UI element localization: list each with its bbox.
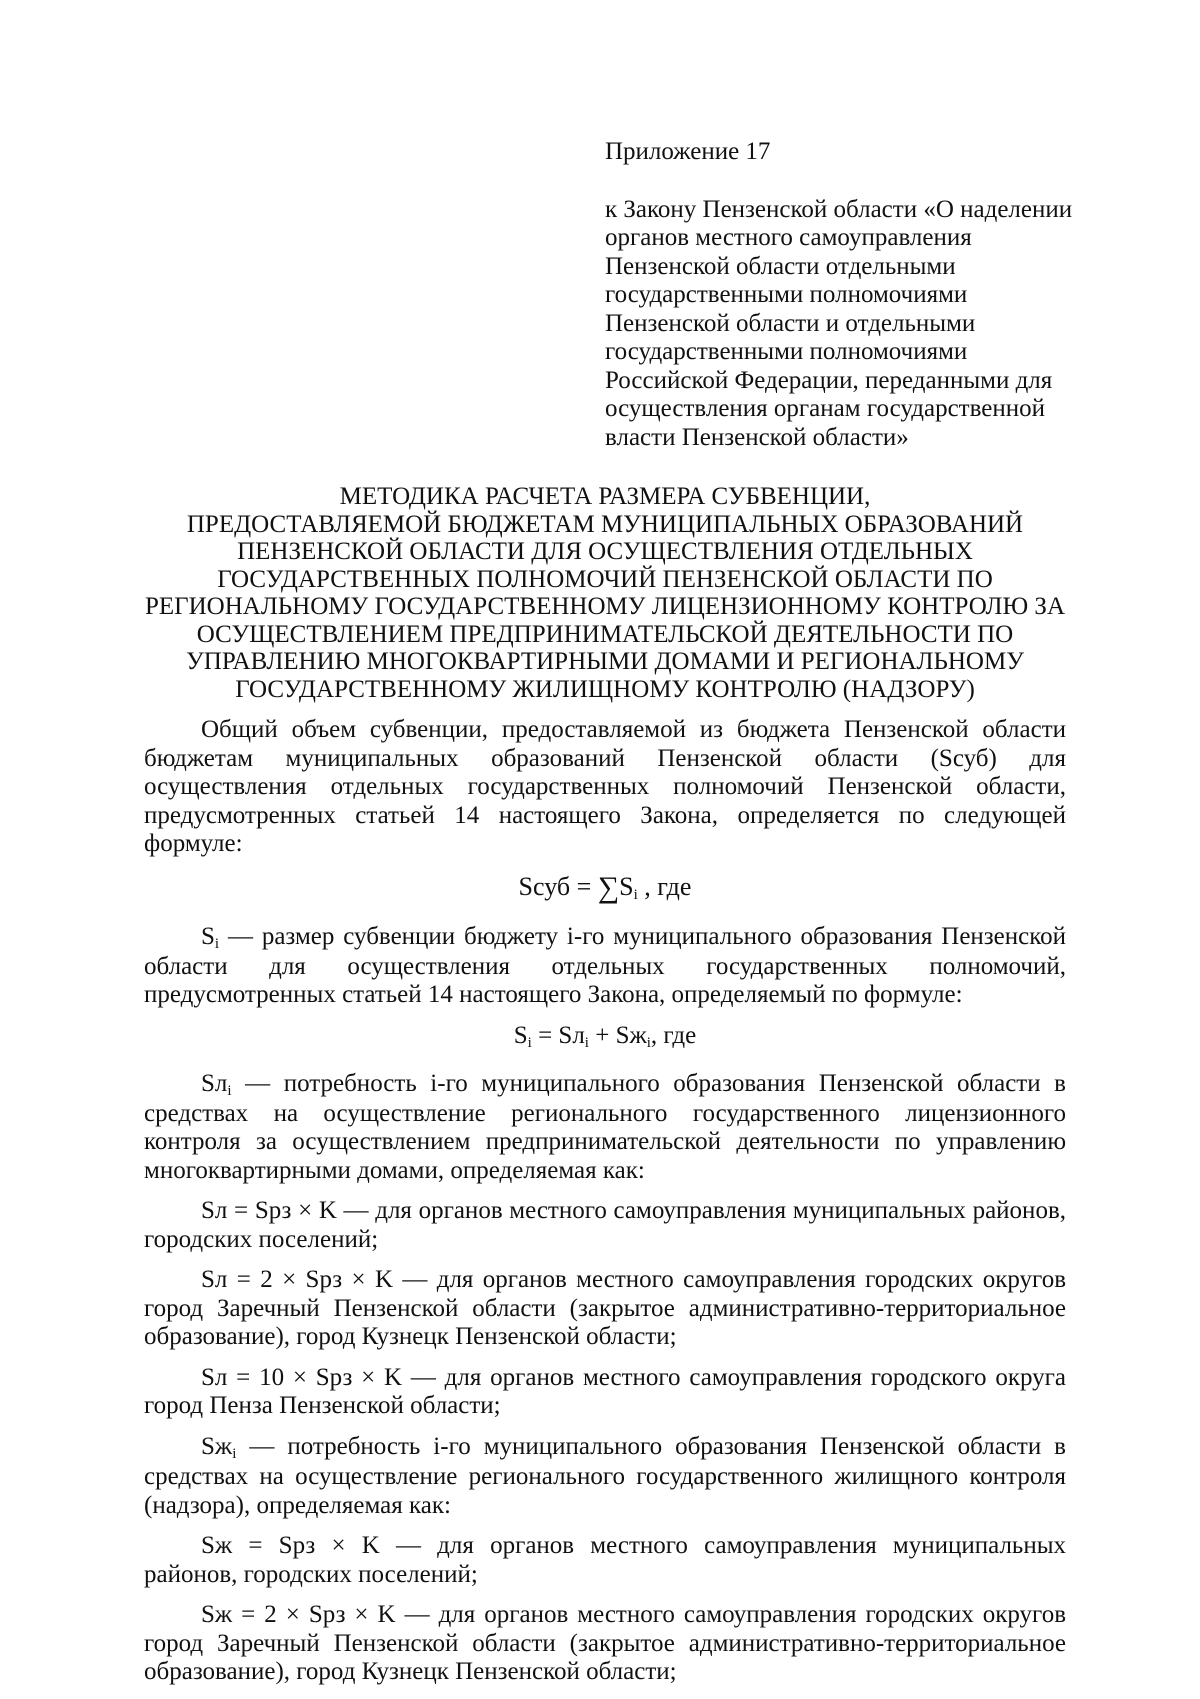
document-body xyxy=(144,138,1073,1699)
title-line: ГОСУДАРСТВЕННОМУ ЖИЛИЩНОМУ КОНТРОЛЮ (НАДЗОРУ) xyxy=(235,675,975,703)
formula-si xyxy=(144,1022,1066,1052)
sz-symbol: Sж xyxy=(201,1432,233,1460)
si-definition xyxy=(144,923,1066,1010)
sl-case-penza: Sл = 10 × Sрз × K — для органов местного самоуправления городского округа город Пенза Пензенской области; xyxy=(144,1363,1066,1420)
formula-subscript: i xyxy=(584,1034,589,1051)
title-line: МЕТОДИКА РАСЧЕТА РАЗМЕРА СУБВЕНЦИИ, xyxy=(339,483,871,510)
sl-subscript: i xyxy=(227,1082,232,1099)
formula-subscript: i xyxy=(646,1034,651,1051)
title-line: ПЕНЗЕНСКОЙ ОБЛАСТИ ДЛЯ ОСУЩЕСТВЛЕНИЯ ОТДЕЛЬНЫХ xyxy=(237,538,973,565)
formula-subscript: i xyxy=(527,1034,532,1051)
title-line: ПРЕДОСТАВЛЯЕМОЙ БЮДЖЕТАМ МУНИЦИПАЛЬНЫХ ОБРАЗОВАНИЙ xyxy=(186,510,1024,538)
title-line: ОСУЩЕСТВЛЕНИЕМ ПРЕДПРИНИМАТЕЛЬСКОЙ ДЕЯТЕЛЬНОСТИ ПО xyxy=(196,620,1014,648)
title-line: УПРАВЛЕНИЮ МНОГОКВАРТИРНЫМИ ДОМАМИ И РЕГИОНАЛЬНОМУ xyxy=(186,648,1024,675)
sz-definition xyxy=(144,1433,1066,1520)
formula-total-subvention xyxy=(144,871,1066,905)
sum-symbol: ∑ xyxy=(597,870,620,904)
sz-definition-text: — потребность i-го муниципального образования Пензенской области в средствах на осуществление регионального государственного жилищного контроля (надзора), определяемая как: xyxy=(144,1432,1066,1519)
formula-part: = Sл xyxy=(531,1021,585,1049)
sl-definition xyxy=(144,1070,1066,1186)
sl-case-zarechny-kuznetsk: Sл = 2 × Sрз × K — для органов местного самоуправления городских округов город Заречный Пензенской области (закрытое административно-территориальное образование), город Кузнецк Пензенской области; xyxy=(144,1266,1066,1351)
sz-subscript: i xyxy=(232,1445,237,1462)
document-title xyxy=(144,483,1066,703)
sl-definition-text: — потребность i-го муниципального образования Пензенской области в средствах на осуществление регионального государственного лицензионного контроля за осуществлением предпринимательской деятельности по управлению многоквартирными домами, определяемая как: xyxy=(144,1069,1066,1184)
formula-part: + Sж xyxy=(588,1021,647,1049)
formula-lhs: Sсуб = xyxy=(518,871,598,901)
formula-tail: , где xyxy=(650,1021,697,1049)
si-subscript: i xyxy=(214,935,220,952)
sz-case-districts: Sж = Sрз × K — для органов местного самоуправления муниципальных районов, городских поселений; xyxy=(144,1532,1066,1588)
intro-paragraph: Общий объем субвенции, предоставляемой из бюджета Пензенской области бюджетам муниципальных образований Пензенской области (Sсуб) для осуществления отдельных государственных полномочий Пензенской области, предусмотренных статьей 14 настоящего Закона, определяется по следующей формуле: xyxy=(144,716,1066,857)
annex-description: к Закону Пензенской области «О наделении органов местного самоуправления Пензенской области отдельными государственными полномочиями Пензенской области и отдельными государственными полномочиями Российской Федерации, переданными для осуществления органам государственной власти Пензенской области» xyxy=(605,195,1073,451)
si-definition-text: — размер субвенции бюджету i-го муниципального образования Пензенской области для осуществления отдельных государственных полномочий, предусмотренных статьей 14 настоящего Закона, определяемый по формуле: xyxy=(144,922,1066,1009)
sl-case-districts: Sл = Sрз × K — для органов местного самоуправления муниципальных районов, городских поселений; xyxy=(144,1197,1066,1253)
formula-tail: , где xyxy=(637,871,692,901)
title-line: ГОСУДАРСТВЕННЫХ ПОЛНОМОЧИЙ ПЕНЗЕНСКОЙ ОБЛАСТИ ПО xyxy=(217,565,993,593)
si-symbol: S xyxy=(201,922,215,950)
sz-case-zarechny-kuznetsk: Sж = 2 × Sрз × K — для органов местного самоуправления городских округов город Заречный Пензенской области (закрытое административно-территориальное образование), город Кузнецк Пензенской области; xyxy=(144,1601,1066,1686)
sl-symbol: Sл xyxy=(201,1069,228,1097)
annex-number: Приложение 17 xyxy=(605,138,771,165)
annex-header xyxy=(605,138,1075,452)
formula-part: S xyxy=(513,1021,528,1049)
formula-subscript: i xyxy=(633,886,638,903)
title-line: РЕГИОНАЛЬНОМУ ГОСУДАРСТВЕННОМУ ЛИЦЕНЗИОННОМУ КОНТРОЛЮ ЗА xyxy=(145,593,1065,620)
formula-s: S xyxy=(619,871,634,901)
